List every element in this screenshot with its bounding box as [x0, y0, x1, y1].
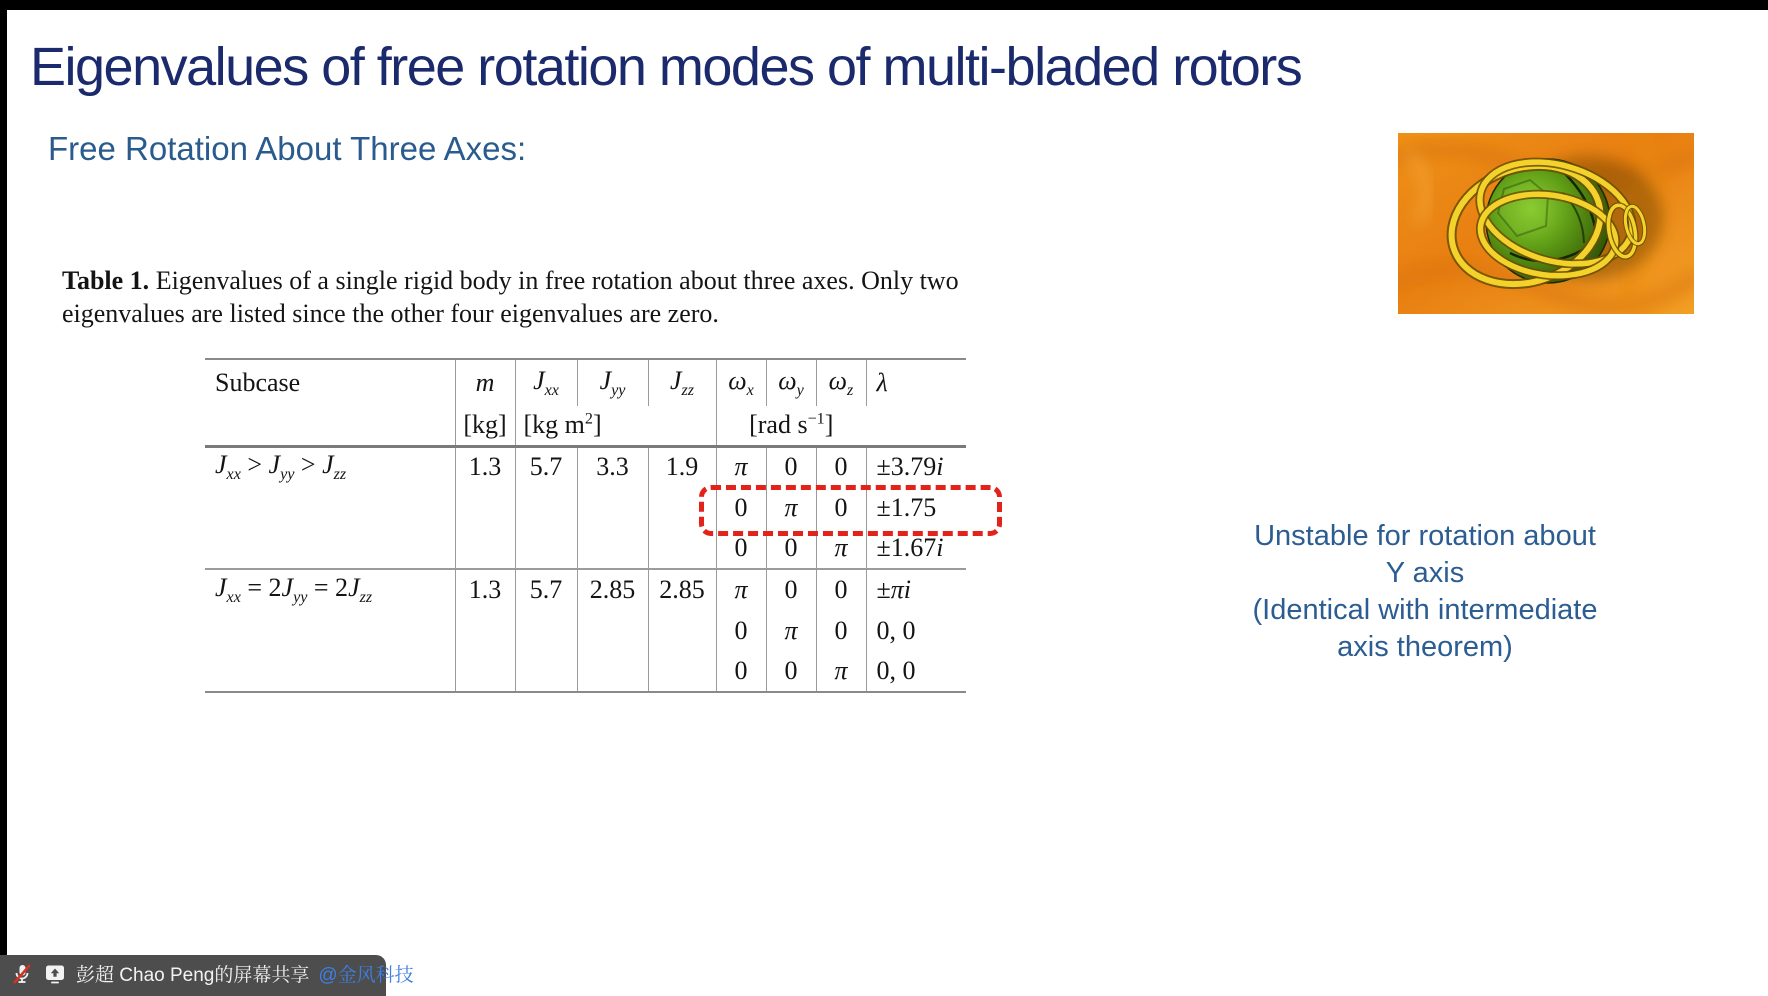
cell-jxx: 5.7 [515, 446, 577, 487]
table-caption [62, 264, 1147, 330]
cell-lambda: ±1.75 [866, 487, 966, 528]
unit-kg: [kg] [455, 406, 515, 446]
share-bar-text: 彭超 Chao Peng的屏幕共享 [76, 965, 310, 986]
cell-wx: π [716, 569, 766, 610]
table-caption-text: Eigenvalues of a single rigid body in free rotation about three axes. Only two eigenvalues are listed since the other four eigenvalues are zero. [62, 266, 959, 328]
cell-lambda: 0, 0 [866, 610, 966, 651]
cell-subcase [205, 651, 455, 692]
cell-lambda: ±1.67i [866, 528, 966, 569]
cell-jxx: 5.7 [515, 569, 577, 610]
cell-wz: 0 [816, 569, 866, 610]
annotation-line: (Identical with intermediate [1252, 594, 1598, 626]
annotation-note [1175, 518, 1675, 666]
cell-jyy: 3.3 [577, 446, 648, 487]
cell-wz: 0 [816, 487, 866, 528]
col-header-wy: $\omega_y$ [766, 359, 816, 406]
cell-subcase [205, 610, 455, 651]
highlight-box [699, 485, 1002, 536]
cell-wx: 0 [716, 487, 766, 528]
cell-wz: 0 [816, 610, 866, 651]
unit-kgm2: [kg $m^2$] [515, 406, 716, 446]
table-row [205, 610, 966, 651]
cell-jyy [577, 610, 648, 651]
cell-lambda: ±3.79i [866, 446, 966, 487]
cell-wx: 0 [716, 610, 766, 651]
cell-subcase [205, 487, 455, 528]
cell-jyy [577, 651, 648, 692]
cell-subcase [205, 528, 455, 569]
table-row [205, 446, 966, 487]
window-border-top [0, 0, 1768, 10]
cell-jyy [577, 528, 648, 569]
annotation-line: Y axis [1385, 557, 1465, 589]
cell-m: 1.3 [455, 446, 515, 487]
cell-jxx [515, 487, 577, 528]
screen-share-icon [43, 962, 67, 986]
rotor-illustration [1398, 133, 1694, 314]
rotor-image [1398, 133, 1694, 314]
cell-jxx [515, 610, 577, 651]
cell-jzz: 1.9 [648, 446, 716, 487]
page-title: Eigenvalues of free rotation modes of multi-bladed rotors [30, 37, 1302, 97]
cell-lambda: 0, 0 [866, 651, 966, 692]
cell-jyy [577, 487, 648, 528]
col-header-jxx: $J_{xx}$ [515, 359, 577, 406]
cell-m [455, 610, 515, 651]
cell-m [455, 487, 515, 528]
cell-jxx [515, 528, 577, 569]
cell-wy: 0 [766, 528, 816, 569]
table-caption-label: Table 1. [62, 266, 150, 295]
cell-wz: π [816, 528, 866, 569]
col-header-lambda: λ [866, 359, 966, 406]
cell-subcase: $J_{xx} > J_{yy} > J_{zz}$ [215, 450, 347, 484]
cell-wy: π [766, 610, 816, 651]
annotation-line: axis theorem) [1337, 631, 1513, 663]
cell-m [455, 651, 515, 692]
col-header-m: m [455, 359, 515, 406]
col-header-subcase: Subcase [215, 368, 301, 397]
table-row [205, 569, 966, 610]
col-header-jyy: $J_{yy}$ [577, 359, 648, 406]
unit-rads: [rad $s^{-1}$] [716, 406, 866, 446]
cell-wy: 0 [766, 446, 816, 487]
cell-m: 1.3 [455, 569, 515, 610]
cell-wx: π [716, 446, 766, 487]
window-border-left [0, 0, 7, 996]
cell-wy: 0 [766, 651, 816, 692]
table-units-row [205, 406, 966, 446]
col-header-jzz: $J_{zz}$ [648, 359, 716, 406]
cell-wx: 0 [716, 651, 766, 692]
annotation-line: Unstable for rotation about [1254, 520, 1596, 552]
cell-jyy: 2.85 [577, 569, 648, 610]
cell-wz: 0 [816, 446, 866, 487]
cell-wz: π [816, 651, 866, 692]
slide-subtitle: Free Rotation About Three Axes: [48, 130, 527, 167]
mic-muted-icon [10, 962, 34, 986]
col-header-wx: $\omega_x$ [716, 359, 766, 406]
cell-wy: 0 [766, 569, 816, 610]
share-bar-link[interactable]: @金风科技 [318, 965, 414, 986]
screen-share-bar[interactable] [0, 955, 414, 996]
cell-subcase: $J_{xx} = 2J_{yy} = 2J_{zz}$ [205, 569, 455, 610]
cell-jzz [648, 651, 716, 692]
table-row [205, 651, 966, 692]
cell-wy: π [766, 487, 816, 528]
cell-jxx [515, 651, 577, 692]
table-header-row [205, 359, 966, 406]
cell-m [455, 528, 515, 569]
cell-lambda: ±πi [866, 569, 966, 610]
cell-jzz [648, 610, 716, 651]
cell-wx: 0 [716, 528, 766, 569]
col-header-wz: $\omega_z$ [816, 359, 866, 406]
cell-jzz: 2.85 [648, 569, 716, 610]
